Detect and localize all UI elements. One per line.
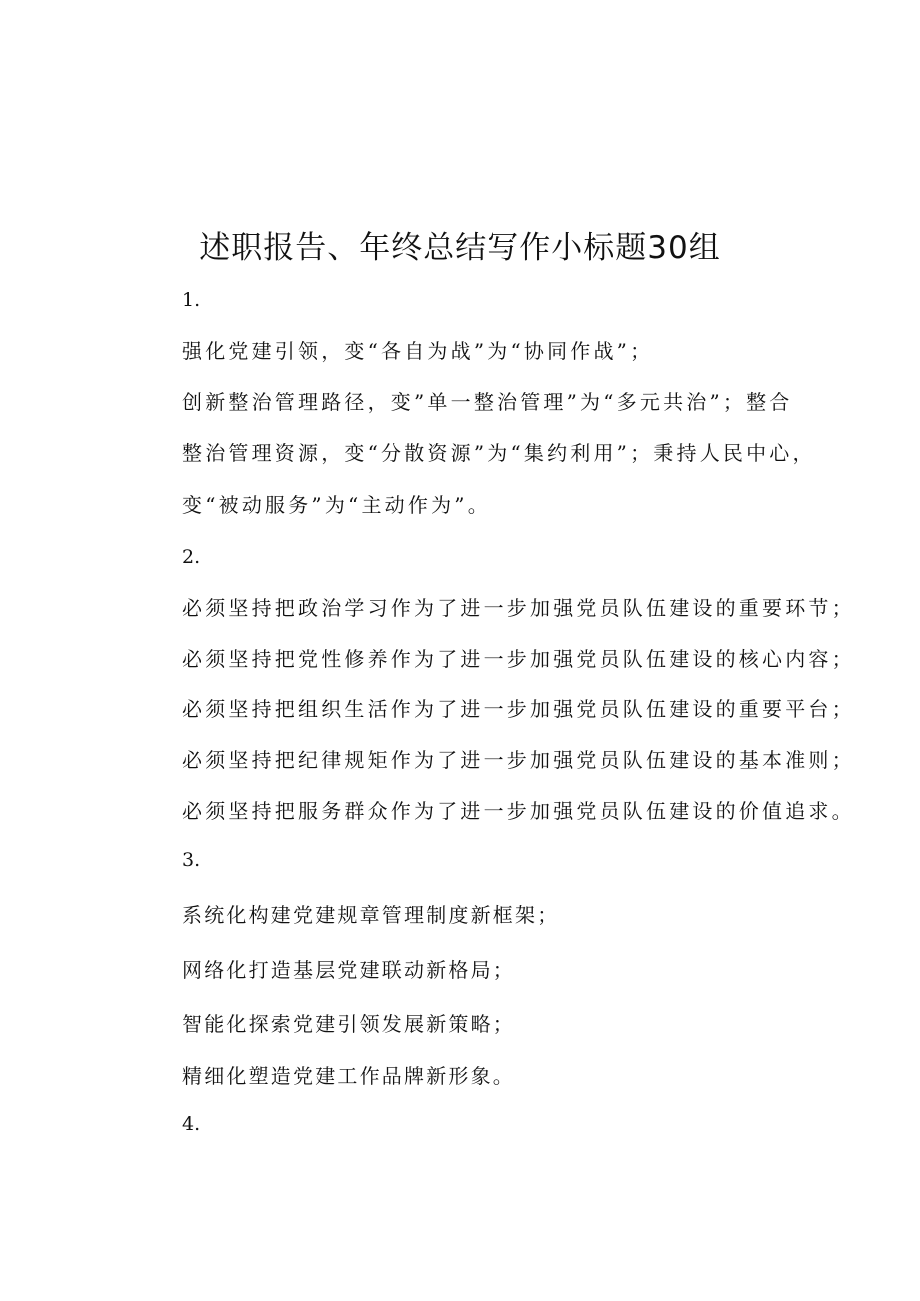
paragraph-line: 精细化塑造党建工作品牌新形象。 (182, 1064, 515, 1088)
section-number: 2. (182, 546, 201, 568)
paragraph-line: 必须坚持把政治学习作为了进一步加强党员队伍建设的重要环节； (182, 596, 855, 620)
paragraph-line: 变“被动服务”为“主动作为”。 (182, 493, 491, 517)
section-number: 3. (182, 849, 201, 871)
paragraph-line: 必须坚持把组织生活作为了进一步加强党员队伍建设的重要平台； (182, 697, 855, 721)
paragraph-line: 必须坚持把服务群众作为了进一步加强党员队伍建设的价值追求。 (182, 799, 855, 823)
section-number: 1. (182, 289, 201, 311)
paragraph-line: 智能化探索党建引领发展新策略； (182, 1012, 515, 1036)
paragraph-line: 必须坚持把党性修养作为了进一步加强党员队伍建设的核心内容； (182, 647, 855, 671)
document-title: 述职报告、年终总结写作小标题30组 (199, 230, 721, 266)
paragraph-line: 整治管理资源，变“分散资源”为“集约利用”；秉持人民中心， (182, 441, 816, 465)
paragraph-line: 强化党建引领，变“各自为战”为“协同作战”； (182, 339, 654, 363)
section-number: 4. (182, 1113, 201, 1135)
paragraph-line: 系统化构建党建规章管理制度新框架； (182, 903, 560, 927)
paragraph-line: 必须坚持把纪律规矩作为了进一步加强党员队伍建设的基本准则； (182, 748, 855, 772)
paragraph-line: 网络化打造基层党建联动新格局； (182, 958, 515, 982)
paragraph-line: 创新整治管理路径，变”单一整治管理”为“多元共治”；整合 (182, 390, 793, 414)
